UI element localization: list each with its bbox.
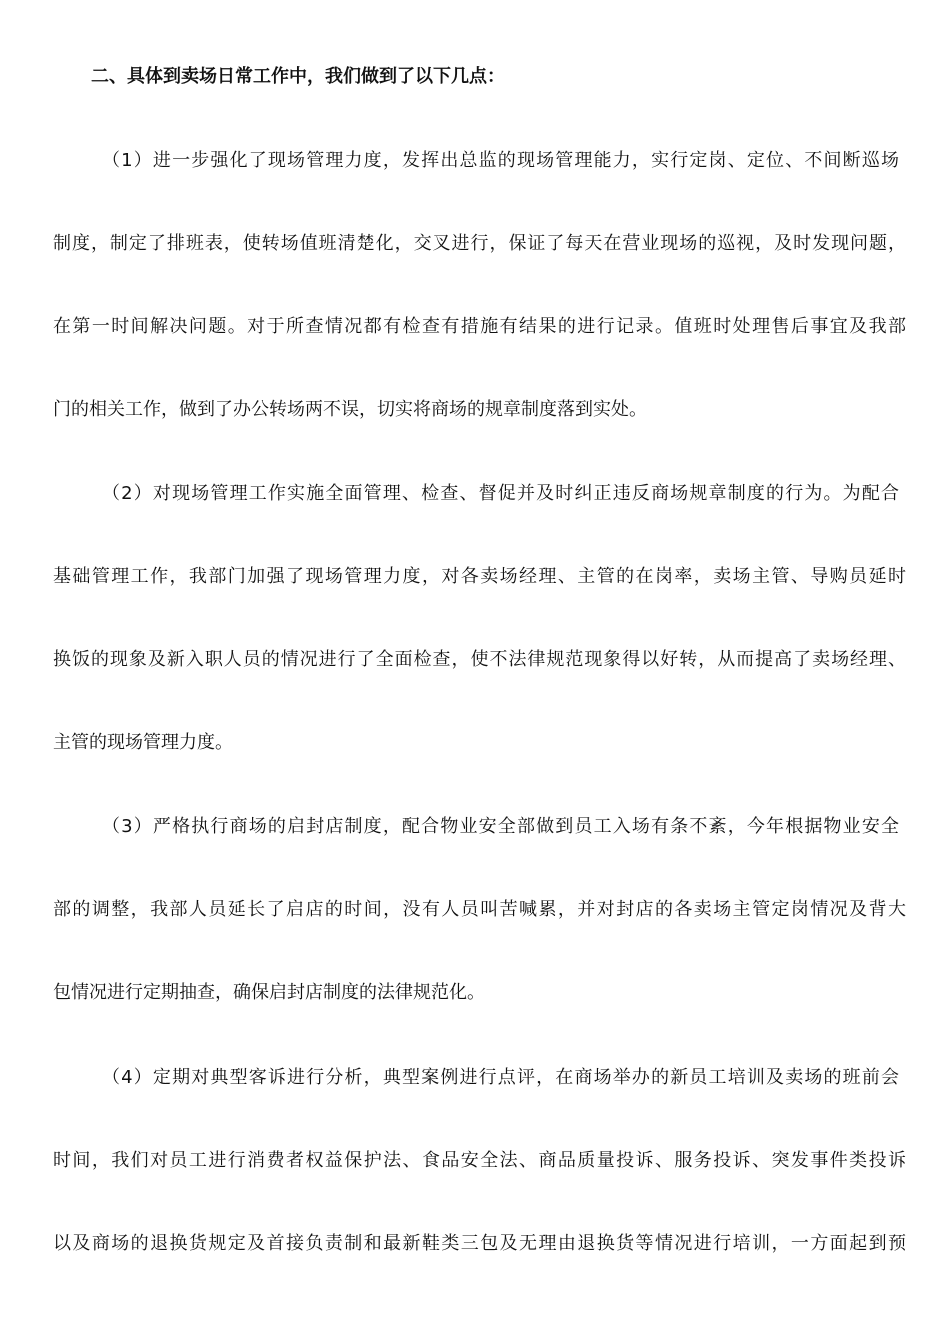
paragraph-4-line-1: （4）定期对典型客诉进行分析，典型案例进行点评，在商场举办的新员工培训及卖场的班前会 (102, 1067, 899, 1088)
paragraph-3-line-3: 包情况进行定期抽查，确保启封店制度的法律规范化。 (53, 982, 485, 1003)
paragraph-2-line-4: 主管的现场管理力度。 (53, 732, 233, 753)
paragraph-3-line-1: （3）严格执行商场的启封店制度，配合物业安全部做到员工入场有条不紊，今年根据物业安全 (102, 816, 899, 837)
paragraph-4-line-3: 以及商场的退换货规定及首接负责制和最新鞋类三包及无理由退换货等情况进行培训，一方面起到预 (53, 1233, 906, 1254)
paragraph-1-line-4: 门的相关工作，做到了办公转场两不误，切实将商场的规章制度落到实处。 (53, 399, 647, 420)
paragraph-1-line-1: （1）进一步强化了现场管理力度，发挥出总监的现场管理能力，实行定岗、定位、不间断巡场 (102, 150, 899, 171)
paragraph-3-line-2: 部的调整，我部人员延长了启店的时间，没有人员叫苦喊累，并对封店的各卖场主管定岗情况及背大 (53, 899, 906, 920)
paragraph-1-line-2: 制度，制定了排班表，使转场值班清楚化，交叉进行，保证了每天在营业现场的巡视，及时发现问题， (53, 233, 906, 254)
section-heading: 二、具体到卖场日常工作中，我们做到了以下几点： (91, 66, 505, 87)
paragraph-4-line-2: 时间，我们对员工进行消费者权益保护法、食品安全法、商品质量投诉、服务投诉、突发事件类投诉 (53, 1150, 906, 1171)
paragraph-2-line-3: 换饭的现象及新入职人员的情况进行了全面检查，使不法律规范现象得以好转，从而提高了卖场经理、 (53, 649, 906, 670)
paragraph-1-line-3: 在第一时间解决问题。对于所查情况都有检查有措施有结果的进行记录。值班时处理售后事宜及我部 (53, 316, 906, 337)
paragraph-2-line-1: （2）对现场管理工作实施全面管理、检查、督促并及时纠正违反商场规章制度的行为。为配合 (102, 483, 899, 504)
paragraph-2-line-2: 基础管理工作，我部门加强了现场管理力度，对各卖场经理、主管的在岗率，卖场主管、导购员延时 (53, 566, 906, 587)
